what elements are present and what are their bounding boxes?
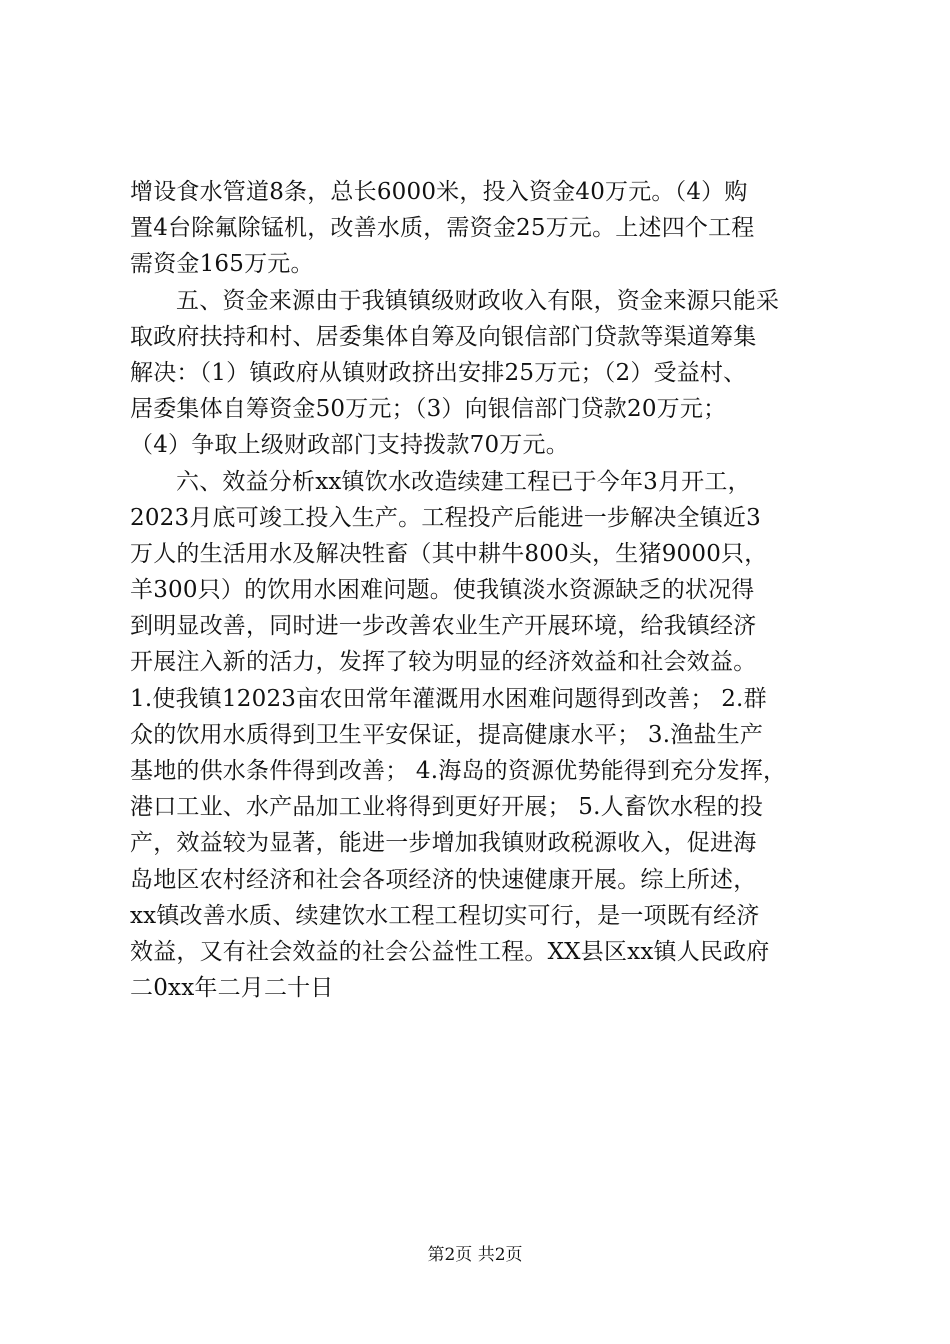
text-line: 增设食水管道8条，总长6000米，投入资金40万元。（4）购 <box>130 179 748 205</box>
date-line: 二0xx年二月二十日 <box>130 975 334 1002</box>
text-line: 2023月底可竣工投入生产。工程投产后能进一步解决全镇近3 <box>130 504 761 531</box>
text-line: 开展注入新的活力，发挥了较为明显的经济效益和社会效益。 <box>130 649 757 676</box>
text-line: 取政府扶持和村、居委集体自筹及向银信部门贷款等渠道筹集 <box>130 323 757 350</box>
text-line: 众的饮用水质得到卫生平安保证，提高健康水平； 3.渔盐生产 <box>130 721 764 748</box>
section-five-heading-line: 五、资金来源由于我镇镇级财政收入有限，资金来源只能采 <box>176 287 780 314</box>
text-line: 需资金165万元。 <box>130 251 314 278</box>
text-line: 1.使我镇12023亩农田常年灌溉用水困难问题得到改善； 2.群 <box>130 685 767 712</box>
text-line: 解决：（1）镇政府从镇财政挤出安排25万元；（2）受益村、 <box>130 359 747 386</box>
text-line: 基地的供水条件得到改善； 4.海岛的资源优势能得到充分发挥， <box>130 758 787 784</box>
text-line: 置4台除氟除锰机，改善水质，需资金25万元。上述四个工程 <box>130 215 755 242</box>
section-six-heading-line: 六、效益分析xx镇饮水改造续建工程已于今年3月开工， <box>176 468 751 495</box>
text-line: 岛地区农村经济和社会各项经济的快速健康开展。综上所述， <box>130 866 757 893</box>
text-line: xx镇改善水质、续建饮水工程工程切实可行，是一项既有经济 <box>130 902 760 929</box>
text-line: 到明显改善，同时进一步改善农业生产开展环境，给我镇经济 <box>130 613 757 640</box>
document-body <box>130 174 830 1006</box>
text-line: 效益，又有社会效益的社会公益性工程。XX县区xx镇人民政府 <box>130 938 770 965</box>
text-line: （4）争取上级财政部门支持拨款70万元。 <box>130 432 569 459</box>
text-line: 万人的生活用水及解决牲畜（其中耕牛800头，生猪9000只， <box>130 540 768 567</box>
text-line: 港口工业、水产品加工业将得到更好开展； 5.人畜饮水程的投 <box>130 794 764 821</box>
text-line: 居委集体自筹资金50万元；（3）向银信部门贷款20万元； <box>130 396 727 423</box>
text-line: 羊300只）的饮用水困难问题。使我镇淡水资源缺乏的状况得 <box>130 577 755 604</box>
page-number-footer: 第2页 共2页 <box>427 1245 523 1265</box>
text-line: 产，效益较为显著，能进一步增加我镇财政税源收入，促进海 <box>130 830 757 857</box>
